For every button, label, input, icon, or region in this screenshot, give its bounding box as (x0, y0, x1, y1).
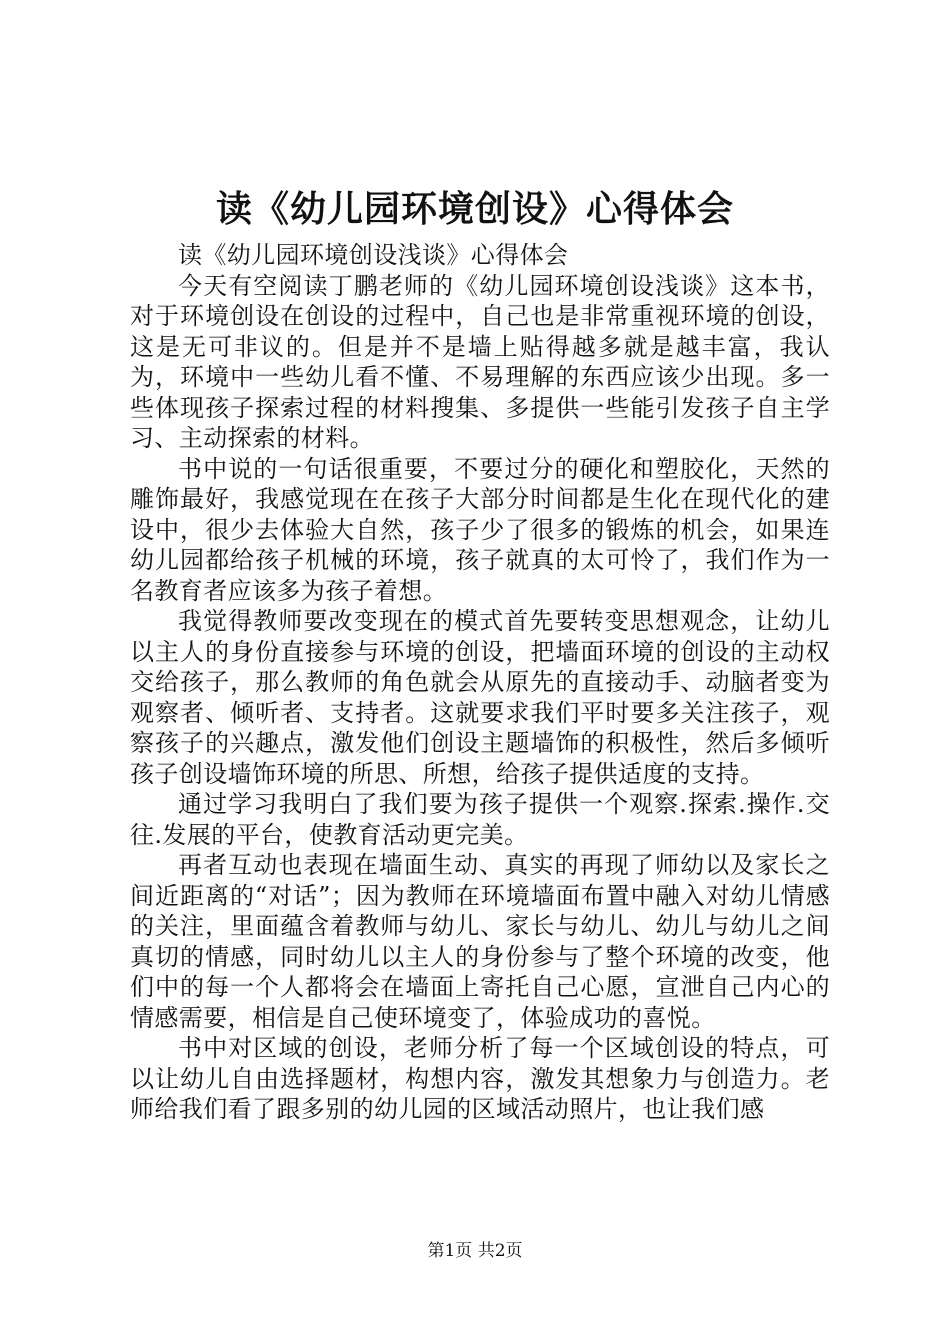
paragraph: 今天有空阅读丁鹏老师的《幼儿园环境创设浅谈》这本书，对于环境创设在创设的过程中，自己也是非常重视环境的创设，这是无可非议的。但是并不是墙上贴得越多就是越丰富，我认为，环境中一些幼儿看不懂、不易理解的东西应该少出现。多一些体现孩子探索过程的材料搜集、多提供一些能引发孩子自主学习、主动探索的材料。 (130, 271, 830, 452)
page-footer: 第1页 共2页 (427, 1241, 523, 1261)
document-title: 读《幼儿园环境创设》心得体会 (215, 189, 734, 230)
paragraph: 书中对区域的创设，老师分析了每一个区域创设的特点，可以让幼儿自由选择题材，构想内容，激发其想象力与创造力。老师给我们看了跟多别的幼儿园的区域活动照片，也让我们感 (130, 1034, 830, 1123)
paragraph: 通过学习我明白了我们要为孩子提供一个观察.探索.操作.交往.发展的平台，使教育活动更完美。 (130, 790, 830, 849)
paragraph-subtitle: 读《幼儿园环境创设浅谈》心得体会 (178, 241, 569, 269)
document-body (130, 240, 830, 1125)
paragraph: 书中说的一句话很重要，不要过分的硬化和塑胶化，天然的雕饰最好，我感觉现在在孩子大部分时间都是生化在现代化的建设中，很少去体验大自然，孩子少了很多的锻炼的机会，如果连幼儿园都给孩子机械的环境，孩子就真的太可怜了，我们作为一名教育者应该多为孩子着想。 (130, 454, 830, 605)
paragraph: 再者互动也表现在墙面生动、真实的再现了师幼以及家长之间近距离的“对话”；因为教师在环境墙面布置中融入对幼儿情感的关注，里面蕴含着教师与幼儿、家长与幼儿、幼儿与幼儿之间真切的情感，同时幼儿以主人的身份参与了整个环境的改变，他们中的每一个人都将会在墙面上寄托自己心愿，宣泄自己内心的情感需要，相信是自己使环境变了，体验成功的喜悦。 (130, 851, 830, 1032)
paragraph: 我觉得教师要改变现在的模式首先要转变思想观念，让幼儿以主人的身份直接参与环境的创设，把墙面环境的创设的主动权交给孩子，那么教师的角色就会从原先的直接动手、动脑者变为观察者、倾听者、支持者。这就要求我们平时要多关注孩子，观察孩子的兴趣点，激发他们创设主题墙饰的积极性，然后多倾听孩子创设墙饰环境的所思、所想，给孩子提供适度的支持。 (130, 607, 830, 788)
